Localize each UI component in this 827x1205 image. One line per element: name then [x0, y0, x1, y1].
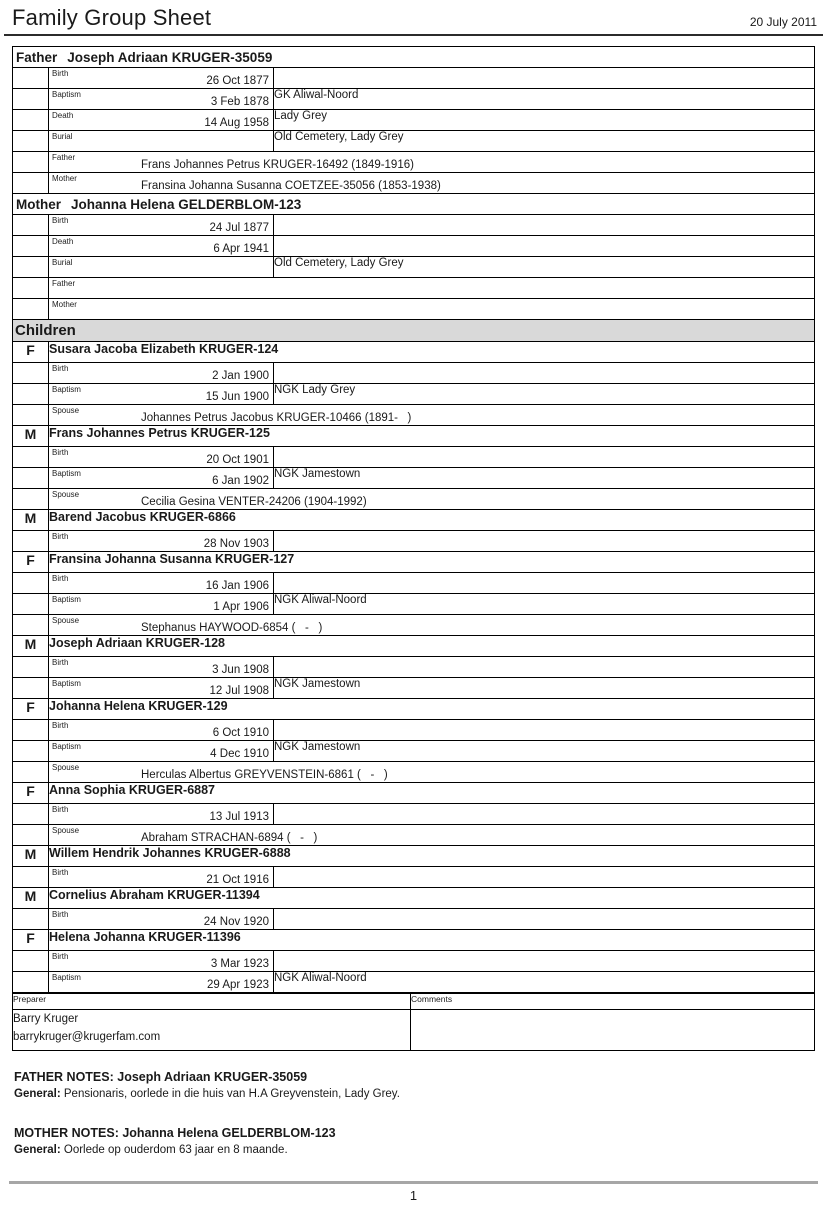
event-label: Baptism [52, 679, 81, 688]
person-label: Spouse [52, 616, 80, 625]
child-header-row [13, 846, 815, 867]
section-label: Father [16, 50, 58, 65]
person-label: Father [52, 153, 76, 162]
event-label-date-cell [49, 215, 274, 236]
event-label-date-cell [49, 236, 274, 257]
child-name: Barend Jacobus KRUGER-6866 [49, 510, 815, 531]
child-header-row [13, 699, 815, 720]
preparer-name: Barry Kruger [13, 1013, 79, 1025]
event-date: 6 Jan 1902 [212, 475, 269, 487]
event-row [13, 68, 815, 89]
event-label: Birth [52, 658, 69, 667]
event-date: 3 Feb 1878 [210, 96, 269, 108]
event-label-date-cell [49, 594, 274, 615]
child-name: Fransina Johanna Susanna KRUGER-127 [49, 552, 815, 573]
child-name: Frans Johannes Petrus KRUGER-125 [49, 426, 815, 447]
child-sex: F [13, 783, 49, 804]
section-person-name: Joseph Adriaan KRUGER-35059 [67, 50, 273, 65]
event-label: Baptism [52, 595, 81, 604]
mother-notes-general-text: Oorlede op ouderdom 63 jaar en 8 maande. [63, 1144, 288, 1156]
event-date: 6 Apr 1941 [213, 243, 269, 255]
person-cell [49, 615, 815, 636]
event-label: Birth [52, 69, 69, 78]
event-date: 12 Jul 1908 [209, 685, 269, 697]
preparer-header-row [13, 994, 815, 1010]
event-label-date-cell [49, 657, 274, 678]
person-row [13, 405, 815, 426]
event-date: 1 Apr 1906 [213, 601, 269, 613]
notes-section [14, 1070, 813, 1156]
child-sex: M [13, 510, 49, 531]
person-label: Spouse [52, 826, 80, 835]
event-label: Birth [52, 868, 69, 877]
father-notes-title: FATHER NOTES: Joseph Adriaan KRUGER-35059 [14, 1070, 308, 1084]
preparer-content-row [13, 1010, 815, 1051]
event-label-date-cell [49, 909, 274, 930]
event-label-date-cell [49, 447, 274, 468]
page-number: 1 [409, 1188, 418, 1203]
event-label-date-cell [49, 110, 274, 131]
event-row [13, 257, 815, 278]
event-place: NGK Jamestown [274, 468, 815, 489]
event-label-date-cell [49, 951, 274, 972]
event-row [13, 447, 815, 468]
event-label-date-cell [49, 741, 274, 762]
person-name [49, 299, 814, 306]
mother-notes-general-label: General: [14, 1144, 61, 1156]
event-row [13, 384, 815, 405]
father-notes [14, 1070, 813, 1100]
gutter-cell [13, 152, 49, 173]
section-header-cell [13, 194, 815, 215]
child-sex: F [13, 699, 49, 720]
event-date: 20 Oct 1901 [206, 454, 269, 466]
event-label: Baptism [52, 469, 81, 478]
event-date: 2 Jan 1900 [212, 370, 269, 382]
gutter-cell [13, 762, 49, 783]
gutter-cell [13, 363, 49, 384]
mother-notes-general [14, 1144, 813, 1156]
event-label: Baptism [52, 90, 81, 99]
event-date: 4 Dec 1910 [210, 748, 269, 760]
person-label: Father [52, 279, 76, 288]
event-place [274, 867, 815, 888]
person-name: Frans Johannes Petrus KRUGER-16492 (1849-1916) [141, 159, 414, 171]
event-label: Baptism [52, 742, 81, 751]
event-place [274, 447, 815, 468]
event-date: 24 Nov 1920 [203, 916, 269, 928]
event-label-date-cell [49, 678, 274, 699]
event-row [13, 236, 815, 257]
gutter-cell [13, 720, 49, 741]
gutter-cell [13, 489, 49, 510]
person-row [13, 489, 815, 510]
gutter-cell [13, 615, 49, 636]
event-place: Lady Grey [274, 110, 815, 131]
gutter-cell [13, 678, 49, 699]
person-label: Mother [52, 174, 77, 183]
event-row [13, 468, 815, 489]
event-label: Birth [52, 532, 69, 541]
preparer-content-cell [13, 1010, 411, 1051]
event-row [13, 573, 815, 594]
child-sex: M [13, 846, 49, 867]
event-label: Birth [52, 574, 69, 583]
child-sex: F [13, 930, 49, 951]
event-row [13, 678, 815, 699]
section-header-cell [13, 47, 815, 68]
person-name: Fransina Johanna Susanna COETZEE-35056 (1853-1938) [141, 180, 441, 192]
child-name: Joseph Adriaan KRUGER-128 [49, 636, 815, 657]
person-name: Stephanus HAYWOOD-6854 ( - ) [141, 622, 323, 634]
gutter-cell [13, 951, 49, 972]
gutter-cell [13, 68, 49, 89]
father-notes-general-text: Pensionaris, oorlede in die huis van H.A Greyvenstein, Lady Grey. [63, 1088, 400, 1100]
person-row [13, 615, 815, 636]
gutter-cell [13, 131, 49, 152]
event-label: Birth [52, 364, 69, 373]
event-row [13, 741, 815, 762]
gutter-cell [13, 867, 49, 888]
event-label: Birth [52, 910, 69, 919]
event-date: 28 Nov 1903 [203, 538, 269, 550]
gutter-cell [13, 299, 49, 320]
event-row [13, 215, 815, 236]
child-sex: M [13, 636, 49, 657]
event-place: NGK Jamestown [274, 678, 815, 699]
preparer-table [12, 993, 815, 1051]
event-row [13, 363, 815, 384]
gutter-cell [13, 215, 49, 236]
father-notes-general [14, 1088, 813, 1100]
report-date: 20 July 2011 [749, 15, 817, 29]
event-label-date-cell [49, 720, 274, 741]
child-name: Anna Sophia KRUGER-6887 [49, 783, 815, 804]
event-label: Baptism [52, 973, 81, 982]
gutter-cell [13, 173, 49, 194]
children-section-header: Children [13, 320, 815, 342]
child-name: Willem Hendrik Johannes KRUGER-6888 [49, 846, 815, 867]
person-cell [49, 278, 815, 299]
event-date: 24 Jul 1877 [209, 222, 269, 234]
event-row [13, 657, 815, 678]
event-date: 26 Oct 1877 [206, 75, 269, 87]
event-date [49, 131, 273, 138]
person-row [13, 762, 815, 783]
event-place [274, 363, 815, 384]
event-label: Birth [52, 216, 69, 225]
event-place [274, 720, 815, 741]
child-header-row [13, 510, 815, 531]
person-cell [49, 825, 815, 846]
section-person-name: Johanna Helena GELDERBLOM-123 [71, 197, 302, 212]
event-row [13, 909, 815, 930]
event-label: Death [52, 237, 74, 246]
event-date: 3 Jun 1908 [212, 664, 269, 676]
child-sex: M [13, 426, 49, 447]
event-place [274, 951, 815, 972]
child-header-row [13, 636, 815, 657]
gutter-cell [13, 594, 49, 615]
event-label-date-cell [49, 972, 274, 993]
child-header-row [13, 426, 815, 447]
person-cell [49, 299, 815, 320]
person-row [13, 152, 815, 173]
child-header-row [13, 930, 815, 951]
person-row [13, 825, 815, 846]
footer-rule [9, 1181, 818, 1184]
person-cell [49, 405, 815, 426]
event-place: NGK Lady Grey [274, 384, 815, 405]
event-label-date-cell [49, 131, 274, 152]
event-label: Birth [52, 721, 69, 730]
gutter-cell [13, 972, 49, 993]
child-name: Helena Johanna KRUGER-11396 [49, 930, 815, 951]
gutter-cell [13, 257, 49, 278]
gutter-cell [13, 531, 49, 552]
event-row [13, 89, 815, 110]
person-name: Herculas Albertus GREYVENSTEIN-6861 ( - ) [141, 769, 388, 781]
person-cell [49, 173, 815, 194]
gutter-cell [13, 236, 49, 257]
event-place [274, 531, 815, 552]
event-date: 29 Apr 1923 [206, 979, 269, 991]
family-table-body [13, 47, 815, 993]
event-label-date-cell [49, 384, 274, 405]
event-date: 14 Aug 1958 [204, 117, 269, 129]
event-row [13, 972, 815, 993]
event-label-date-cell [49, 804, 274, 825]
person-name: Johannes Petrus Jacobus KRUGER-10466 (1891- ) [141, 412, 412, 424]
event-row [13, 804, 815, 825]
family-table [12, 46, 815, 993]
preparer-email: barrykruger@krugerfam.com [13, 1031, 161, 1044]
event-row [13, 594, 815, 615]
gutter-cell [13, 384, 49, 405]
comments-label: Comments [411, 994, 815, 1010]
person-name [49, 278, 814, 285]
gutter-cell [13, 405, 49, 426]
person-name: Cecilia Gesina VENTER-24206 (1904-1992) [141, 496, 367, 508]
person-label: Spouse [52, 490, 80, 499]
event-place: NGK Jamestown [274, 741, 815, 762]
gutter-cell [13, 89, 49, 110]
event-place [274, 909, 815, 930]
event-label-date-cell [49, 468, 274, 489]
person-label: Mother [52, 300, 77, 309]
event-row [13, 951, 815, 972]
gutter-cell [13, 909, 49, 930]
gutter-cell [13, 447, 49, 468]
person-label: Spouse [52, 763, 80, 772]
section-label: Mother [16, 197, 61, 212]
event-label: Birth [52, 448, 69, 457]
event-label-date-cell [49, 573, 274, 594]
child-name: Johanna Helena KRUGER-129 [49, 699, 815, 720]
event-label-date-cell [49, 363, 274, 384]
gutter-cell [13, 110, 49, 131]
child-sex: F [13, 552, 49, 573]
event-date: 13 Jul 1913 [209, 811, 269, 823]
gutter-cell [13, 657, 49, 678]
event-row [13, 531, 815, 552]
event-place: NGK Aliwal-Noord [274, 594, 815, 615]
event-date: 16 Jan 1906 [205, 580, 269, 592]
event-place [274, 573, 815, 594]
person-cell [49, 489, 815, 510]
event-place [274, 236, 815, 257]
event-label-date-cell [49, 531, 274, 552]
event-label-date-cell [49, 257, 274, 278]
event-place: GK Aliwal-Noord [274, 89, 815, 110]
gutter-cell [13, 573, 49, 594]
child-sex: M [13, 888, 49, 909]
event-label-date-cell [49, 867, 274, 888]
section-header-row [13, 47, 815, 68]
event-label-date-cell [49, 89, 274, 110]
gutter-cell [13, 804, 49, 825]
event-place: Old Cemetery, Lady Grey [274, 257, 815, 278]
event-label: Burial [52, 132, 73, 141]
person-row [13, 173, 815, 194]
person-row [13, 278, 815, 299]
child-sex: F [13, 342, 49, 363]
person-label: Spouse [52, 406, 80, 415]
person-cell [49, 762, 815, 783]
father-notes-general-label: General: [14, 1088, 61, 1100]
event-date: 15 Jun 1900 [205, 391, 269, 403]
section-header-row [13, 194, 815, 215]
gutter-cell [13, 468, 49, 489]
event-date [49, 257, 273, 264]
page-title: Family Group Sheet [12, 5, 212, 30]
gutter-cell [13, 741, 49, 762]
child-name: Susara Jacoba Elizabeth KRUGER-124 [49, 342, 815, 363]
mother-notes [14, 1126, 813, 1156]
event-label-date-cell [49, 68, 274, 89]
event-date: 21 Oct 1916 [206, 874, 269, 886]
preparer-label: Preparer [13, 994, 411, 1010]
event-label: Birth [52, 805, 69, 814]
event-row [13, 720, 815, 741]
event-date: 3 Mar 1923 [210, 958, 269, 970]
child-header-row [13, 888, 815, 909]
mother-notes-title: MOTHER NOTES: Johanna Helena GELDERBLOM-123 [14, 1126, 336, 1140]
event-date: 6 Oct 1910 [212, 727, 269, 739]
event-row [13, 867, 815, 888]
event-label: Burial [52, 258, 73, 267]
person-cell [49, 152, 815, 173]
event-place [274, 804, 815, 825]
event-row [13, 110, 815, 131]
comments-content-cell [411, 1010, 815, 1051]
child-header-row [13, 552, 815, 573]
children-section-row [13, 320, 815, 342]
person-row [13, 299, 815, 320]
gutter-cell [13, 278, 49, 299]
event-place [274, 215, 815, 236]
person-name: Abraham STRACHAN-6894 ( - ) [141, 832, 318, 844]
event-label: Birth [52, 952, 69, 961]
child-header-row [13, 783, 815, 804]
event-label: Death [52, 111, 74, 120]
child-header-row [13, 342, 815, 363]
gutter-cell [13, 825, 49, 846]
document-header [4, 5, 823, 36]
child-name: Cornelius Abraham KRUGER-11394 [49, 888, 815, 909]
event-place: NGK Aliwal-Noord [274, 972, 815, 993]
event-label: Baptism [52, 385, 81, 394]
event-place [274, 657, 815, 678]
event-row [13, 131, 815, 152]
event-place [274, 68, 815, 89]
event-place: Old Cemetery, Lady Grey [274, 131, 815, 152]
